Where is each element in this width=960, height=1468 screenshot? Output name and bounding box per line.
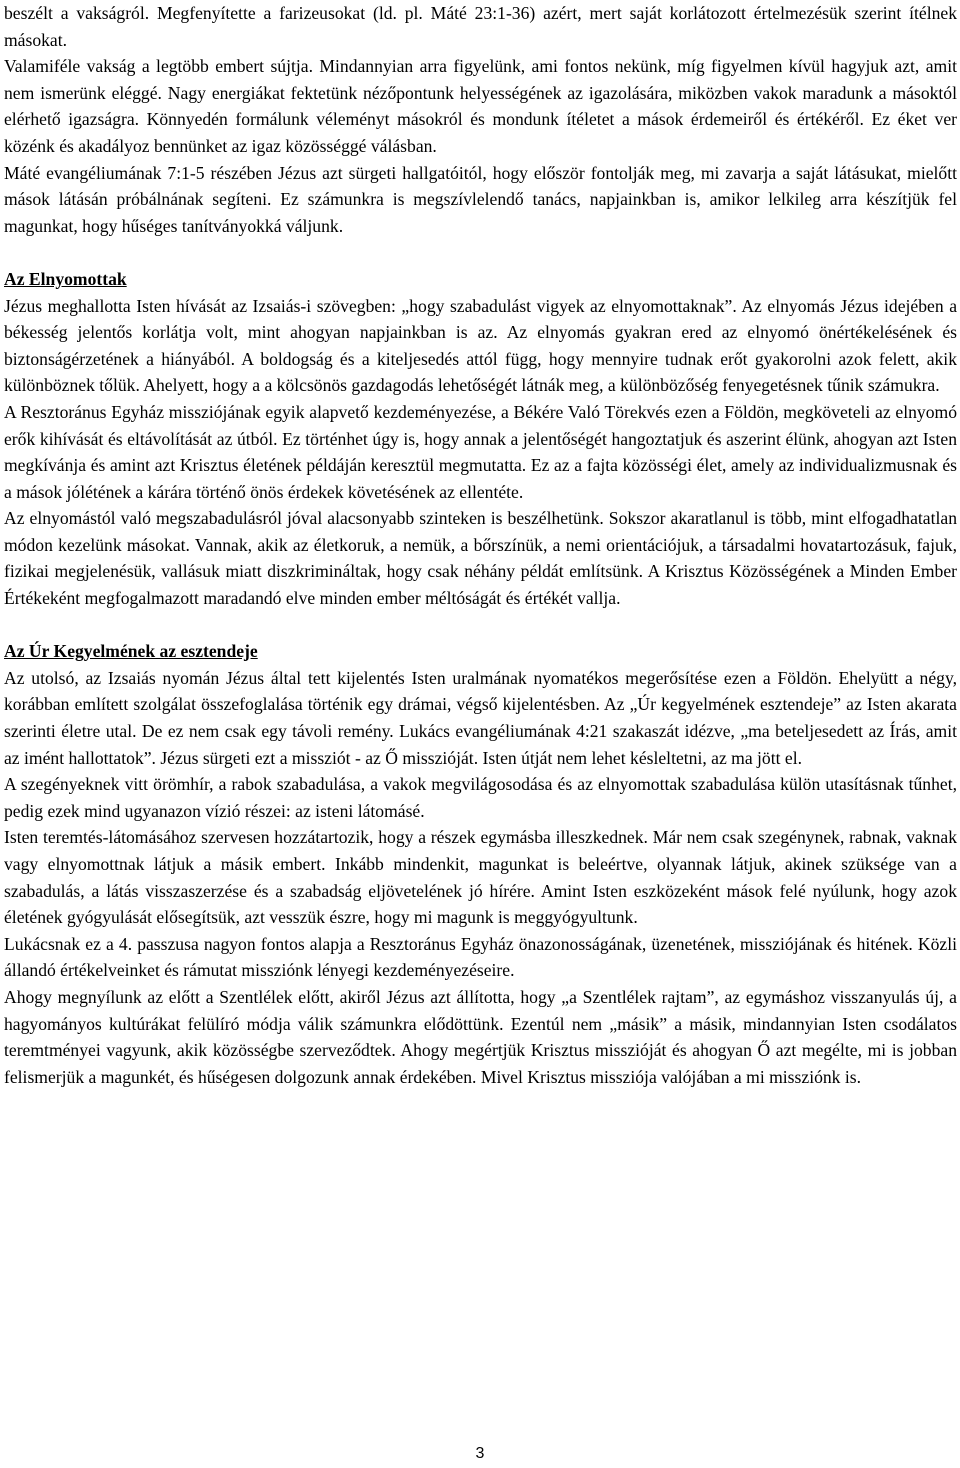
body-paragraph: Máté evangéliumának 7:1-5 részében Jézus azt sürgeti hallgatóitól, hogy először fontolják meg, mi zavarja a saját látásukat, mielőtt mások látásán próbálnának segíteni. Ez számunkra is megszívlelendő tanács, napjainkban is, amikor lelkileg arra készítjük fel magunkat, hogy hűséges tanítványokká váljunk.: [4, 162, 957, 236]
body-paragraph: A Resztoránus Egyház missziójának egyik alapvető kezdeményezése, a Békére Való Törekvés ezen a Földön, megköveteli az elnyomó erők kihívását és eltávolítását az útból. Ez történhet úgy is, hogy annak a jelentőségét hangoztatjuk és aszerint élünk, ahogyan azt Isten megkívánja és amint azt Krisztus életének példáján keresztül megmutatta. Ez az a fajta közösségi élet, amely az individualizmusnak és a mások jólétének a kárára történő önös érdekek követésének az ellentéte.: [4, 401, 957, 502]
paragraph-spacer: [4, 612, 957, 639]
body-paragraph: Az elnyomástól való megszabadulásról jóval alacsonyabb szinteken is beszélhetünk. Sokszor akaratlanul is több, mint elfogadhatatlan módon kezelünk másokat. Vannak, akik az életkoruk, a nemük, a bőrszínük, a nemi orientációjuk, a társadalmi hovatartozásuk, fajuk, fizikai megjelenésük, vallásuk miatt diszkrimináltak, hogy csak néhány példát említsünk. A Krisztus Közösségének a Minden Ember Értékeként megfogalmazott maradandó elve minden ember méltóságát és értékét vallja.: [4, 508, 957, 609]
document-page: [4, 0, 957, 1090]
body-paragraph: Az utolsó, az Izsaiás nyomán Jézus által tett kijelentés Isten uralmának nyomatékos megerősítése ezen a Földön. Ehelyütt a négy, korábban említett szolgálat összefoglalása történik egy drámai, végső kijelentésben. Az „Úr kegyelmének esztendeje” az Isten akarata szerinti életre utal. De ez nem csak egy távoli remény. Lukács evangéliumának 4:21 szakaszát idézve, „ma beteljesedett az Írás, amit az imént hallottatok”. Jézus sürgeti ezt a missziót - az Ő misszióját. Isten útját nem lehet késleltetni, az ma jött el.: [4, 667, 957, 768]
paragraph-spacer: [4, 239, 957, 266]
body-paragraph: Ahogy megnyílunk az előtt a Szentlélek előtt, akiről Jézus azt állította, hogy „a Szentlélek rajtam”, az egymáshoz visszanyulás új, a hagyományos kultúrákat felülíró módja válik számunkra elődöttünk. Ezentúl nem „másik” a másik, mindannyian Isten csodálatos teremtményei vagyunk, akik közösségbe szerveződtek. Ahogy megértjük Krisztus misszióját és ahogyan Ő azt megélte, mi is jobban felismerjük a magunkét, és hűségesen dolgozunk annak érdekében. Mivel Krisztus missziója valójában a mi missziónk is.: [4, 986, 957, 1087]
body-paragraph: Lukácsnak ez a 4. passzusa nagyon fontos alapja a Resztoránus Egyház önazonosságának, üzenetének, missziójának és hitének. Közli állandó értékelveinket és rámutat missziónk lényegi kezdeményezéseire.: [4, 933, 957, 981]
body-paragraph: Valamiféle vakság a legtöbb embert sújtja. Mindannyian arra figyelünk, ami fontos nekünk, míg figyelmen kívül hagyjuk azt, amit nem ismerünk eléggé. Nagy energiákat fektetünk nézőpontunk helyességének az igazolására, miközben vakok maradunk a másoktól elérhető igazságra. Könnyedén formálunk véleményt másokról és mondunk ítéletet a mások érdemeiről és értékéről. Ez éket ver közénk és akadályoz bennünket az igaz közösséggé válásban.: [4, 56, 957, 156]
page-number: 3: [475, 1445, 485, 1462]
body-paragraph: A szegényeknek vitt örömhír, a rabok szabadulása, a vakok megvilágosodása és az elnyomottak szabadulása külön utasításnak tűnhet, pedig ezek mind ugyanazon vízió részei: az isteni látomásé.: [4, 774, 957, 821]
body-paragraph: Jézus meghallotta Isten hívását az Izsaiás-i szövegben: „hogy szabadulást vigyek az elnyomottaknak”. Az elnyomás Jézus idejében a békesség jelentős korlátja volt, mint ahogyan napjainkban is az. Az elnyomás gyakran ered az elnyomó önértékelésének és biztonságérzetének a hiányából. A boldogság és a kiteljesedés attól függ, hogy mennyire tudnak erőt gyakorolni azok felett, akik különböznek tőlük. Ahelyett, hogy a a kölcsönös gazdagodás lehetőségét látnák meg, a különbözőség fenyegetésnek tűnik számukra.: [4, 295, 957, 396]
section-heading-oppressed: Az Elnyomottak: [4, 268, 127, 289]
section-heading-jubilee: Az Úr Kegyelmének az esztendeje: [4, 641, 258, 662]
body-paragraph: beszélt a vakságról. Megfenyítette a farizeusokat (ld. pl. Máté 23:1-36) azért, mert saját korlátozott értelmezésük szerint ítélnek másokat.: [4, 3, 957, 50]
body-paragraph: Isten teremtés-látomásához szervesen hozzátartozik, hogy a részek egymásba illeszkednek. Már nem csak szegénynek, rabnak, vaknak vagy elnyomottnak látjuk a másik embert. Inkább mindenkit, magunkat is beleértve, olyannak látjuk, akinek szüksége van a szabadulás, a látás visszaszerzése és a szabadság eljövetelének jó hírére. Amint Isten eszközeként mások felé nyúlunk, hogy azok életének gyógyulását elősegítsük, azt vesszük észre, hogy mi magunk is meggyógyultunk.: [4, 827, 957, 928]
